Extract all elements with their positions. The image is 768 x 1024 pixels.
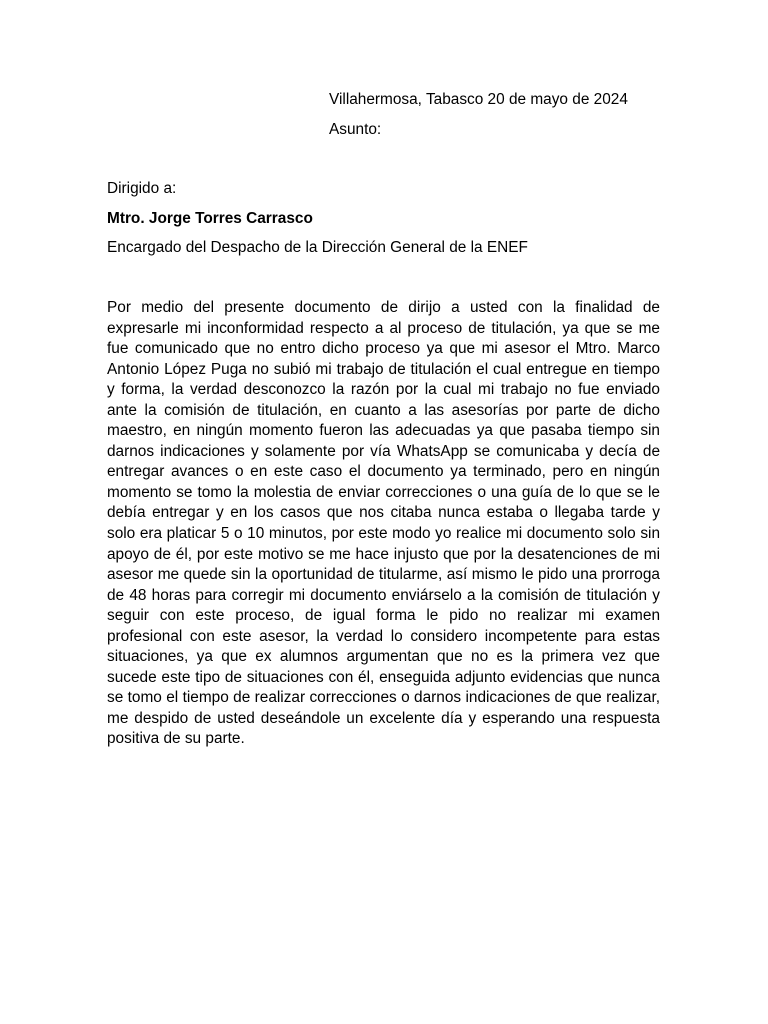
- letter-body-paragraph: Por medio del presente documento de dirijo a usted con la finalidad de expresarle mi inconformidad respecto a al proceso de titulación, ya que se me fue comunicado que no entro dicho proceso ya que mi asesor el Mtro. Marco Antonio López Puga no subió mi trabajo de titulación el cual entregue en tiempo y forma, la verdad desconozco la razón por la cual mi trabajo no fue enviado ante la comisión de titulación, en cuanto a las asesorías por parte de dicho maestro, en ningún momento fueron las adecuadas ya que pasaba tiempo sin darnos indicaciones y solamente por vía WhatsApp se comunicaba y decía de entregar avances o en este caso el documento ya terminado, pero en ningún momento se tomo la molestia de enviar correcciones o una guía de lo que se le debía entregar y en los casos que nos citaba nunca estaba o llegaba tarde y solo era platicar 5 o 10 minutos, por este modo yo realice mi documento solo sin apoyo de él, por este motivo se me hace injusto que por la desatenciones de mi asesor me quede sin la oportunidad de titularme, así mismo le pido una prorroga de 48 horas para corregir mi documento enviárselo a la comisión de titulación y seguir con este proceso, de igual forma le pido no realizar mi examen profesional con este asesor, la verdad lo considero incompetente para estas situaciones, ya que ex alumnos argumentan que no es la primera vez que sucede este tipo de situaciones con él, enseguida adjunto evidencias que nunca se tomo el tiempo de realizar correcciones o darnos indicaciones de que realizar, me despido de usted deseándole un excelente día y esperando una respuesta positiva de su parte.: [107, 299, 660, 748]
- place-date: Villahermosa, Tabasco 20 de mayo de 2024: [329, 91, 628, 108]
- subject-label: Asunto:: [329, 121, 382, 138]
- recipient-role: Encargado del Despacho de la Dirección General de la ENEF: [107, 239, 528, 256]
- addressed-to-label: Dirigido a:: [107, 180, 177, 197]
- recipient-name: Mtro. Jorge Torres Carrasco: [107, 210, 313, 227]
